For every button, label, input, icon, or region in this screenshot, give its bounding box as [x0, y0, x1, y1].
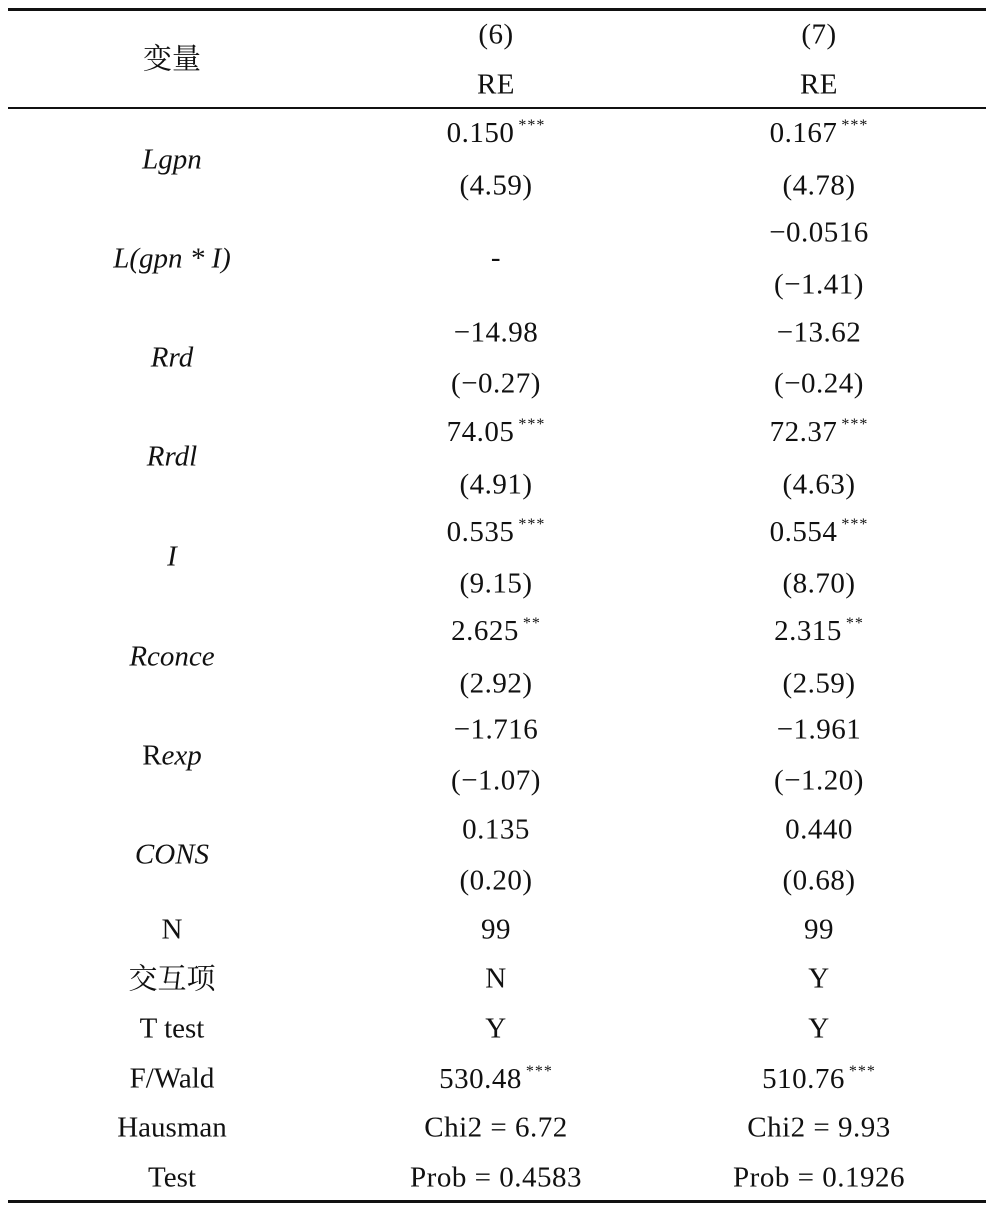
lgpn-col7-coef: 0.167 ***: [769, 117, 869, 149]
rexp-col6-tstat: (−1.07): [451, 764, 541, 797]
rrdl-col6-coef: 74.05 ***: [446, 416, 546, 448]
t-test-col6-value: Y: [485, 1012, 507, 1045]
significance-stars: ***: [841, 117, 869, 134]
row-label-n: N: [161, 913, 183, 946]
row-label-hausman: Hausman: [117, 1111, 227, 1144]
t-test-col7-value: Y: [808, 1012, 830, 1045]
rconce-col6-tstat: (2.92): [459, 667, 533, 700]
test-col6-value: Prob = 0.4583: [410, 1161, 582, 1194]
row-label-interaction-term: 交互项: [128, 961, 216, 996]
cons-col7-coef: 0.440: [785, 813, 853, 846]
rexp-col6-coef: −1.716: [453, 713, 539, 746]
hausman-col7-value: Chi2 = 9.93: [747, 1111, 891, 1144]
interaction-col7-value: Y: [808, 962, 830, 995]
rconce-col7-coef: 2.315 **: [774, 615, 864, 647]
i-col6-tstat: (9.15): [459, 567, 533, 600]
header-col7-model: RE: [799, 68, 839, 101]
lgpn-interaction-col7-coef: −0.0516: [769, 216, 869, 249]
row-label-i: I: [167, 540, 177, 573]
rrdl-col7-tstat: (4.63): [782, 468, 856, 501]
significance-stars: ***: [525, 1063, 553, 1080]
bottom-rule: [8, 1200, 986, 1203]
f-wald-col6-value: 530.48 ***: [439, 1063, 553, 1095]
row-label-cons: CONS: [134, 838, 210, 871]
f-wald-col7-value: 510.76 ***: [762, 1063, 876, 1095]
test-col7-value: Prob = 0.1926: [733, 1161, 905, 1194]
rrd-col7-coef: −13.62: [776, 316, 862, 349]
lgpn-col7-tstat: (4.78): [782, 169, 856, 202]
significance-stars: **: [845, 615, 864, 632]
lgpn-col6-coef: 0.150 ***: [446, 117, 546, 149]
top-rule: [8, 8, 986, 11]
rrd-col6-coef: −14.98: [453, 316, 539, 349]
rrd-col7-tstat: (−0.24): [774, 367, 864, 400]
header-col6-number: (6): [478, 18, 514, 51]
lgpn-col6-tstat: (4.59): [459, 169, 533, 202]
rexp-col7-tstat: (−1.20): [774, 764, 864, 797]
rexp-col7-coef: −1.961: [776, 713, 862, 746]
lgpn-interaction-col6-coef: -: [490, 241, 502, 274]
cons-col7-tstat: (0.68): [782, 864, 856, 897]
n-col6-value: 99: [481, 913, 511, 946]
header-variable-label: 变量: [142, 41, 202, 76]
i-col6-coef: 0.535 ***: [446, 516, 546, 548]
row-label-lgpn-interaction: L(gpn * I): [113, 242, 231, 275]
lgpn-interaction-col7-tstat: (−1.41): [774, 268, 864, 301]
cons-col6-tstat: (0.20): [459, 864, 533, 897]
significance-stars: ***: [841, 416, 869, 433]
significance-stars: ***: [518, 117, 546, 134]
header-col7-number: (7): [801, 18, 837, 51]
n-col7-value: 99: [804, 913, 834, 946]
row-label-lgpn: Lgpn: [142, 143, 202, 176]
cons-col6-coef: 0.135: [462, 813, 530, 846]
significance-stars: ***: [518, 516, 546, 533]
significance-stars: ***: [848, 1063, 876, 1080]
row-label-rrdl: Rrdl: [146, 440, 198, 473]
row-label-f-wald: F/Wald: [129, 1062, 215, 1095]
i-col7-coef: 0.554 ***: [769, 516, 869, 548]
rrd-col6-tstat: (−0.27): [451, 367, 541, 400]
row-label-t-test: T test: [139, 1012, 205, 1045]
rrdl-col6-tstat: (4.91): [459, 468, 533, 501]
row-label-rconce: Rconce: [129, 640, 215, 673]
row-label-rrd: Rrd: [150, 341, 194, 374]
significance-stars: ***: [518, 416, 546, 433]
rconce-col7-tstat: (2.59): [782, 667, 856, 700]
row-label-rexp: Rexp: [142, 739, 202, 772]
rrdl-col7-coef: 72.37 ***: [769, 416, 869, 448]
i-col7-tstat: (8.70): [782, 567, 856, 600]
row-label-test: Test: [148, 1161, 196, 1194]
significance-stars: **: [522, 615, 541, 632]
interaction-col6-value: N: [485, 962, 507, 995]
header-col6-model: RE: [476, 68, 516, 101]
header-rule: [8, 107, 986, 109]
hausman-col6-value: Chi2 = 6.72: [424, 1111, 568, 1144]
rconce-col6-coef: 2.625 **: [451, 615, 541, 647]
significance-stars: ***: [841, 516, 869, 533]
